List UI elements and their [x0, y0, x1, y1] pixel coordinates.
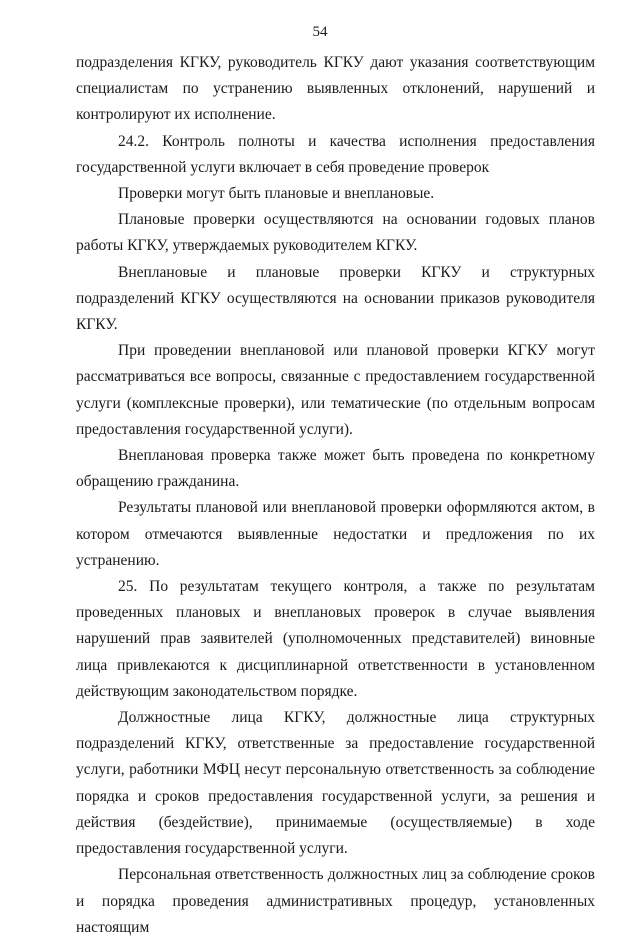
paragraph-citizen-request: Внеплановая проверка также может быть проведена по конкретному обращению гражданина.	[76, 447, 595, 491]
paragraph-inspection-scope: При проведении внеплановой или плановой проверки КГКУ могут рассматриваться все вопросы, связанные с предоставлением государственной услуги (комплексные проверки), или тематические (по отдельным вопросам предоставления государственной услуги).	[76, 342, 595, 438]
document-body	[76, 50, 595, 941]
paragraph-25: 25. По результатам текущего контроля, а также по результатам проведенных плановых и внеплановых проверок в случае выявления нарушений прав заявителей (уполномоченных представителей) виновные лица привлекаются к дисциплинарной ответственности в установленном действующим законодательством порядке.	[76, 578, 595, 700]
paragraph-inspection-results: Результаты плановой или внеплановой проверки оформляются актом, в котором отмечаются выявленные недостатки и предложения по их устранению.	[76, 499, 595, 569]
paragraph-official-responsibility: Должностные лица КГКУ, должностные лица структурных подразделений КГКУ, ответственные за предоставление государственной услуги, работники МФЦ несут персональную ответственность за соблюдение порядка и сроков предоставления государственной услуги, за решения и действия (бездействие), принимаемые (осуществляемые) в ходе предоставления государственной услуги.	[76, 709, 595, 858]
paragraph-unplanned-and-planned: Внеплановые и плановые проверки КГКУ и структурных подразделений КГКУ осуществляются на основании приказов руководителя КГКУ.	[76, 263, 595, 334]
paragraph-continuation: подразделения КГКУ, руководитель КГКУ дают указания соответствующим специалистам по устранению выявленных отклонений, нарушений и контролируют их исполнение.	[76, 54, 595, 124]
paragraph-planned-inspections: Плановые проверки осуществляются на основании годовых планов работы КГКУ, утверждаемых руководителем КГКУ.	[76, 211, 595, 255]
page-number: 54	[312, 24, 328, 40]
paragraph-24-2: 24.2. Контроль полноты и качества исполнения предоставления государственной услуги включает в себя проведение проверок	[76, 132, 595, 176]
paragraph-inspection-types: Проверки могут быть плановые и внеплановые.	[118, 185, 435, 203]
paragraph-personal-responsibility: Персональная ответственность должностных лиц за соблюдение сроков и порядка проведения административных процедур, установленных настоящим	[76, 866, 595, 936]
